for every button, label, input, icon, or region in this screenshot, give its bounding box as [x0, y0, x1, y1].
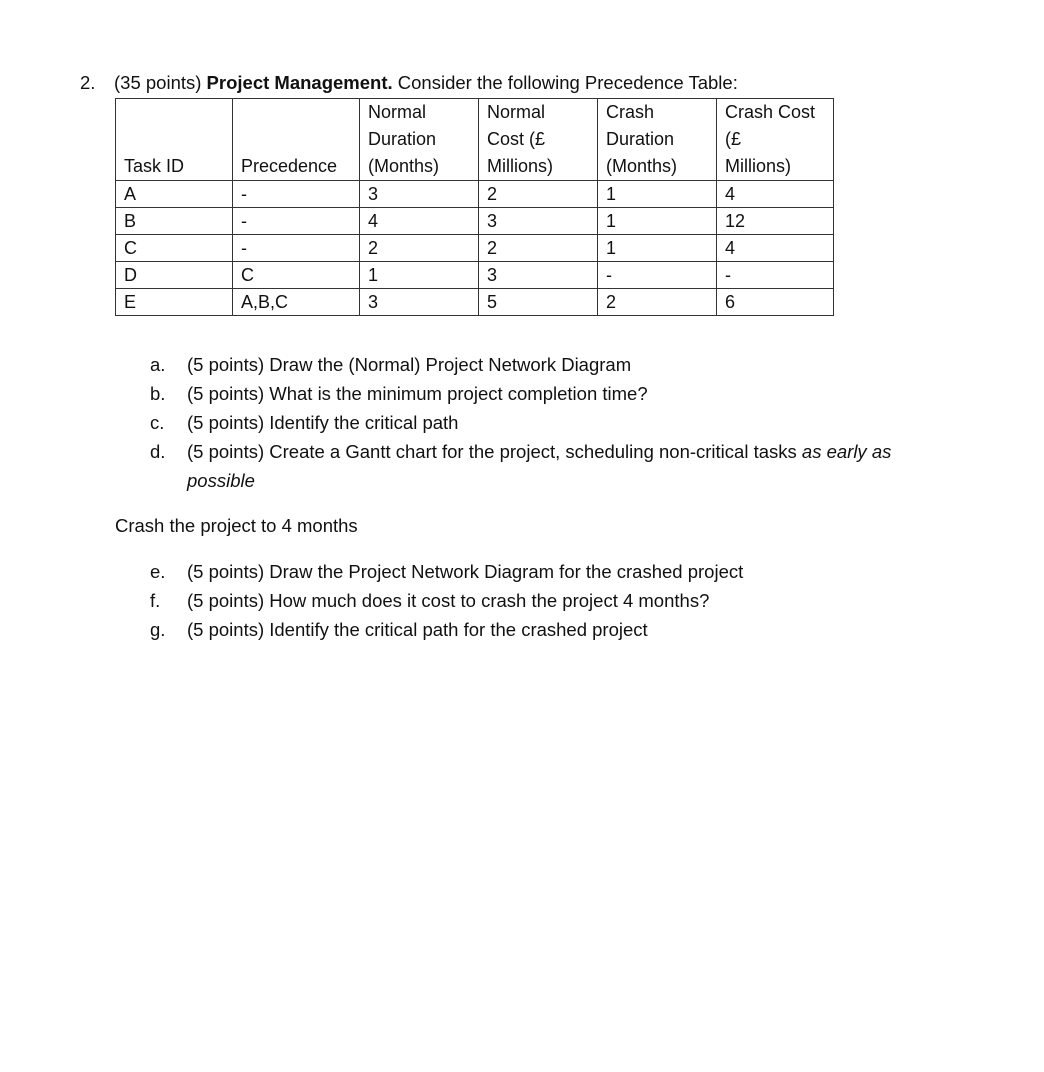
cell-task-id: D [116, 262, 233, 289]
cell-normal-duration: 1 [360, 262, 479, 289]
cell-task-id: A [116, 181, 233, 208]
cell-normal-cost: 3 [479, 262, 598, 289]
cell-crash-duration: - [598, 262, 717, 289]
part-letter: d. [150, 441, 166, 462]
part-text-italic: as early as possible [187, 441, 892, 491]
cell-crash-duration: 1 [598, 208, 717, 235]
header-crash-duration: Crash Duration (Months) [598, 99, 717, 181]
table-row [116, 235, 834, 262]
cell-crash-duration: 1 [598, 235, 717, 262]
crash-parts-list [150, 557, 950, 644]
list-item [150, 350, 950, 379]
cell-normal-cost: 2 [479, 181, 598, 208]
part-text-main: (5 points) Create a Gantt chart for the project, scheduling non-critical tasks [187, 441, 802, 462]
list-item [150, 437, 950, 495]
cell-normal-duration: 3 [360, 289, 479, 316]
table-header-row [116, 99, 834, 181]
question-intro: Consider the following Precedence Table: [397, 72, 738, 93]
cell-precedence: - [233, 208, 360, 235]
cell-task-id: E [116, 289, 233, 316]
header-normal-cost: Normal Cost (£ Millions) [479, 99, 598, 181]
table-row [116, 181, 834, 208]
list-item [150, 615, 950, 644]
cell-crash-duration: 1 [598, 181, 717, 208]
table-row [116, 262, 834, 289]
precedence-table [115, 98, 834, 316]
cell-task-id: B [116, 208, 233, 235]
cell-precedence: C [233, 262, 360, 289]
question-title: Project Management. [206, 72, 393, 93]
cell-crash-cost: 4 [717, 235, 834, 262]
list-item [150, 586, 950, 615]
normal-parts-list [150, 350, 950, 495]
cell-crash-cost: 6 [717, 289, 834, 316]
part-letter: b. [150, 383, 166, 404]
cell-normal-cost: 2 [479, 235, 598, 262]
part-text: (5 points) Identify the critical path for the crashed project [187, 619, 648, 640]
part-letter: a. [150, 354, 166, 375]
cell-task-id: C [116, 235, 233, 262]
header-crash-cost: Crash Cost (£ Millions) [717, 99, 834, 181]
part-letter: c. [150, 412, 165, 433]
list-item [150, 408, 950, 437]
part-letter: f. [150, 590, 161, 611]
cell-normal-duration: 3 [360, 181, 479, 208]
cell-normal-cost: 3 [479, 208, 598, 235]
question-heading [80, 70, 738, 96]
table-row [116, 208, 834, 235]
header-normal-duration: Normal Duration (Months) [360, 99, 479, 181]
part-text: (5 points) Identify the critical path [187, 412, 459, 433]
part-text [187, 437, 950, 495]
cell-precedence: - [233, 235, 360, 262]
cell-precedence: - [233, 181, 360, 208]
part-text: (5 points) What is the minimum project completion time? [187, 383, 648, 404]
cell-crash-cost: 12 [717, 208, 834, 235]
list-item [150, 379, 950, 408]
table-row [116, 289, 834, 316]
part-text: (5 points) Draw the Project Network Diagram for the crashed project [187, 561, 744, 582]
part-text: (5 points) How much does it cost to crash the project 4 months? [187, 590, 710, 611]
list-item [150, 557, 950, 586]
part-letter: e. [150, 561, 166, 582]
question-points: (35 points) [114, 72, 202, 93]
header-precedence: Precedence [233, 99, 360, 181]
crash-heading: Crash the project to 4 months [115, 515, 358, 536]
header-task-id: Task ID [116, 99, 233, 181]
cell-normal-cost: 5 [479, 289, 598, 316]
part-text: (5 points) Draw the (Normal) Project Network Diagram [187, 354, 632, 375]
part-letter: g. [150, 619, 166, 640]
question-number: 2. [80, 72, 96, 93]
cell-normal-duration: 4 [360, 208, 479, 235]
cell-precedence: A,B,C [233, 289, 360, 316]
cell-crash-cost: - [717, 262, 834, 289]
cell-crash-duration: 2 [598, 289, 717, 316]
cell-crash-cost: 4 [717, 181, 834, 208]
cell-normal-duration: 2 [360, 235, 479, 262]
